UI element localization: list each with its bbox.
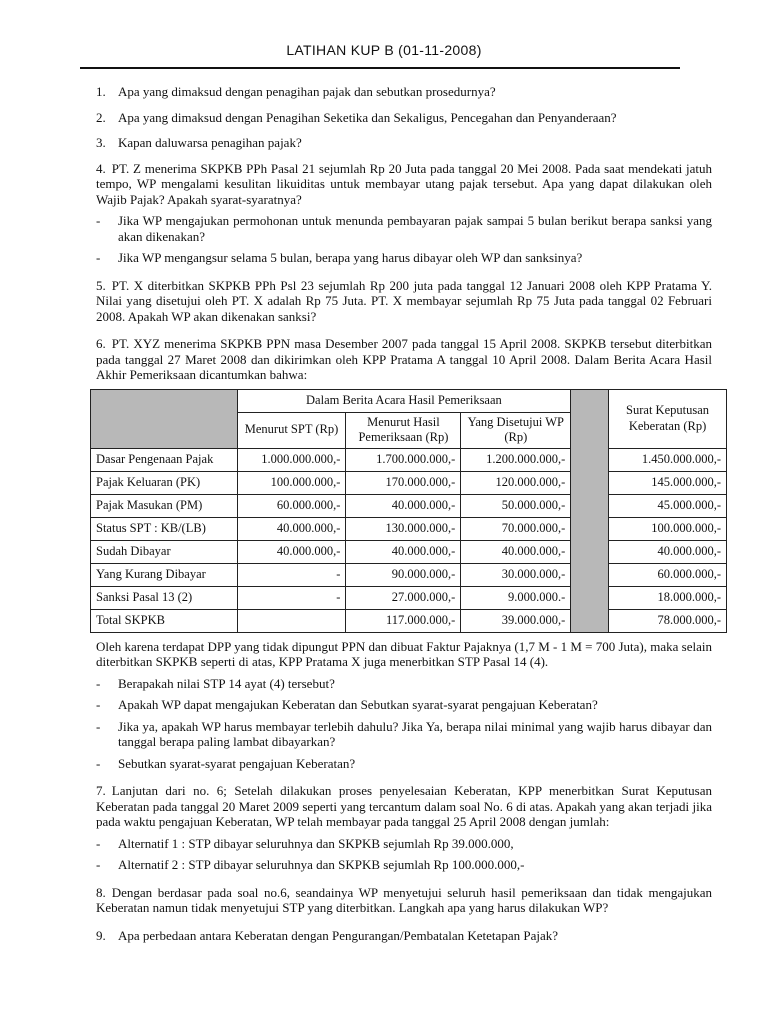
bullet-dash: - [96,250,101,265]
cell-setuju: 120.000.000,- [461,471,571,494]
question-6-followup: Oleh karena terdapat DPP yang tidak dipungut PPN dan dibuat Faktur Pajaknya (1,7 M - 1 M = 700 Juta), maka selain diterbitkan SKPKB seperti di atas, KPP Pratama X juga menerbitkan STP Pasal 14 (4). [96,638,712,669]
cell-hasil: 1.700.000.000,- [346,448,461,471]
cell-sk: 40.000.000,- [609,540,727,563]
row-label: Dasar Pengenaan Pajak [91,448,238,471]
question-number: 7. [96,783,106,798]
question-8 [96,885,712,916]
question-text: Apa yang dimaksud dengan Penagihan Seketika dan Sekaligus, Pencegahan dan Penyanderaan? [118,109,617,125]
table-row [91,471,727,494]
bullet-text: Alternatif 1 : STP dibayar seluruhnya dan SKPKB sejumlah Rp 39.000.000, [118,835,514,851]
question-number: 3. [96,135,106,150]
table-row [91,586,727,609]
bullet-item [96,836,712,852]
bullet-item [96,676,712,692]
cell-sk: 60.000.000,- [609,563,727,586]
cell-hasil: 40.000.000,- [346,540,461,563]
bullet-text: Alternatif 2 : STP dibayar seluruhnya dan SKPKB sejumlah Rp 100.000.000,- [118,857,525,872]
question-number: 2. [96,109,106,125]
question-text: Dengan berdasar pada soal no.6, seandainya WP menyetujui seluruh hasil pemeriksaan dan tidak mengajukan Keberatan namun tidak menyetujui STP yang diterbitkan. Langkah apa yang harus dilakukan WP? [96,884,712,915]
table-row [91,448,727,471]
bullet-dash: - [96,675,101,691]
bullet-item [96,250,712,266]
cell-hasil: 117.000.000,- [346,609,461,632]
bullet-dash: - [96,857,101,872]
cell-sk: 45.000.000,- [609,494,727,517]
question-6 [96,336,712,383]
bullet-dash: - [96,755,101,771]
table-row [91,540,727,563]
bullet-dash: - [96,213,101,228]
cell-spt: 100.000.000,- [237,471,346,494]
cell-setuju: 39.000.000,- [461,609,571,632]
question-text: PT. Z menerima SKPKB PPh Pasal 21 sejumlah Rp 20 Juta pada tanggal 20 Mei 2008. Pada saat mendekati jatuh tempo, WP mengalami kesulitan likuiditas untuk membayar utang pajak tersebut. Apa yang dapat dilakukan oleh Wajib Pajak? Apakah syarat-syaratnya? [96,160,712,207]
row-label: Pajak Masukan (PM) [91,494,238,517]
cell-setuju: 30.000.000,- [461,563,571,586]
question-number: 9. [96,927,106,943]
cell-hasil: 40.000.000,- [346,494,461,517]
table-group-header: Dalam Berita Acara Hasil Pemeriksaan [237,389,571,412]
cell-hasil: 170.000.000,- [346,471,461,494]
page-header: LATIHAN KUP B (01-11-2008) [286,42,482,58]
bullet-dash: - [96,835,101,851]
question-text: Apa yang dimaksud dengan penagihan pajak dan sebutkan prosedurnya? [118,84,496,99]
bullet-dash: - [96,718,101,734]
cell-spt: 1.000.000.000,- [237,448,346,471]
bullet-item [96,857,712,873]
cell-spt [237,609,346,632]
cell-spt: 60.000.000,- [237,494,346,517]
question-text: Lanjutan dari no. 6; Setelah dilakukan proses penyelesaian Keberatan, KPP menerbitkan Surat Keputusan Keberatan pada tanggal 20 Maret 2009 seperti yang tercantum dalam soal No. 6 di atas. Apakah yang akan terjadi jika pada waktu pengajuan Keberatan, WP telah membayar pada tanggal 25 April 2008 dengan jumlah: [96,783,712,829]
cell-sk: 145.000.000,- [609,471,727,494]
cell-setuju: 9.000.000.- [461,586,571,609]
bullet-text: Jika WP mengajukan permohonan untuk menunda pembayaran pajak sampai 5 bulan berikut berapa sanksi yang akan dikenakan? [118,213,712,244]
question-7 [96,783,712,830]
table-row [91,609,727,632]
bullet-text: Jika ya, apakah WP harus membayar terlebih dahulu? Jika Ya, berapa nilai minimal yang wajib harus dibayar dan tanggal berapa paling lambat dibayarkan? [118,718,712,749]
question-4 [96,161,712,208]
cell-spt: - [237,586,346,609]
table-header-sk: Surat Keputusan Keberatan (Rp) [609,389,727,448]
bullet-text: Sebutkan syarat-syarat pengajuan Keberatan? [118,755,356,771]
cell-spt: 40.000.000,- [237,517,346,540]
bullet-item [96,213,712,244]
cell-hasil: 27.000.000,- [346,586,461,609]
bullet-item [96,756,712,772]
row-label: Status SPT : KB/(LB) [91,517,238,540]
cell-sk: 78.000.000,- [609,609,727,632]
question-number: 4. [96,160,106,176]
bullet-item [96,697,712,713]
question-text: Kapan daluwarsa penagihan pajak? [118,135,302,150]
header-rule [80,67,680,69]
cell-hasil: 90.000.000,- [346,563,461,586]
bullet-text: Jika WP mengangsur selama 5 bulan, berapa yang harus dibayar oleh WP dan sanksinya? [118,250,583,265]
row-label: Sudah Dibayar [91,540,238,563]
table-divider [571,389,609,632]
question-1 [96,84,712,100]
question-text: Apa perbedaan antara Keberatan dengan Pengurangan/Pembatalan Ketetapan Pajak? [118,927,558,943]
cell-sk: 1.450.000.000,- [609,448,727,471]
row-label: Sanksi Pasal 13 (2) [91,586,238,609]
row-label: Total SKPKB [91,609,238,632]
question-number: 1. [96,84,106,99]
bullet-text: Apakah WP dapat mengajukan Keberatan dan Sebutkan syarat-syarat pengajuan Keberatan? [118,697,598,712]
row-label: Yang Kurang Dibayar [91,563,238,586]
document-body [96,84,721,953]
question-3 [96,135,712,151]
question-9 [96,928,712,944]
cell-setuju: 1.200.000.000,- [461,448,571,471]
question-number: 8. [96,884,106,900]
table-row [91,563,727,586]
cell-setuju: 40.000.000,- [461,540,571,563]
question-text: PT. X diterbitkan SKPKB PPh Psl 23 sejumlah Rp 200 juta pada tanggal 12 Januari 2008 oleh KPP Pratama Y. Nilai yang disetujui oleh PT. X adalah Rp 75 Juta. PT. X membayar sejumlah Rp 75 Juta pada tanggal 02 Februari 2008. Apakah WP akan dikenakan sanksi? [96,277,712,324]
table-row [91,517,727,540]
bullet-dash: - [96,697,101,712]
cell-sk: 100.000.000,- [609,517,727,540]
cell-spt: - [237,563,346,586]
question-2 [96,110,712,126]
cell-sk: 18.000.000,- [609,586,727,609]
table-header-hasil: Menurut Hasil Pemeriksaan (Rp) [346,412,461,448]
question-text: PT. XYZ menerima SKPKB PPN masa Desember 2007 pada tanggal 15 April 2008. SKPKB tersebut diterbitkan pada tanggal 27 Maret 2008 dan dikirimkan oleh KPP Pratama A tanggal 10 April 2008. Dalam Berita Acara Hasil Akhir Pemeriksaan dicantumkan bahwa: [96,336,712,382]
cell-spt: 40.000.000,- [237,540,346,563]
tax-assessment-table [90,389,727,633]
question-5 [96,278,712,325]
table-corner [91,389,238,448]
cell-hasil: 130.000.000,- [346,517,461,540]
question-number: 5. [96,277,106,293]
table-header-setuju: Yang Disetujui WP (Rp) [461,412,571,448]
table-header-spt: Menurut SPT (Rp) [237,412,346,448]
cell-setuju: 50.000.000,- [461,494,571,517]
question-number: 6. [96,336,106,351]
row-label: Pajak Keluaran (PK) [91,471,238,494]
bullet-text: Berapakah nilai STP 14 ayat (4) tersebut? [118,675,335,691]
cell-setuju: 70.000.000,- [461,517,571,540]
bullet-item [96,719,712,750]
table-row [91,494,727,517]
